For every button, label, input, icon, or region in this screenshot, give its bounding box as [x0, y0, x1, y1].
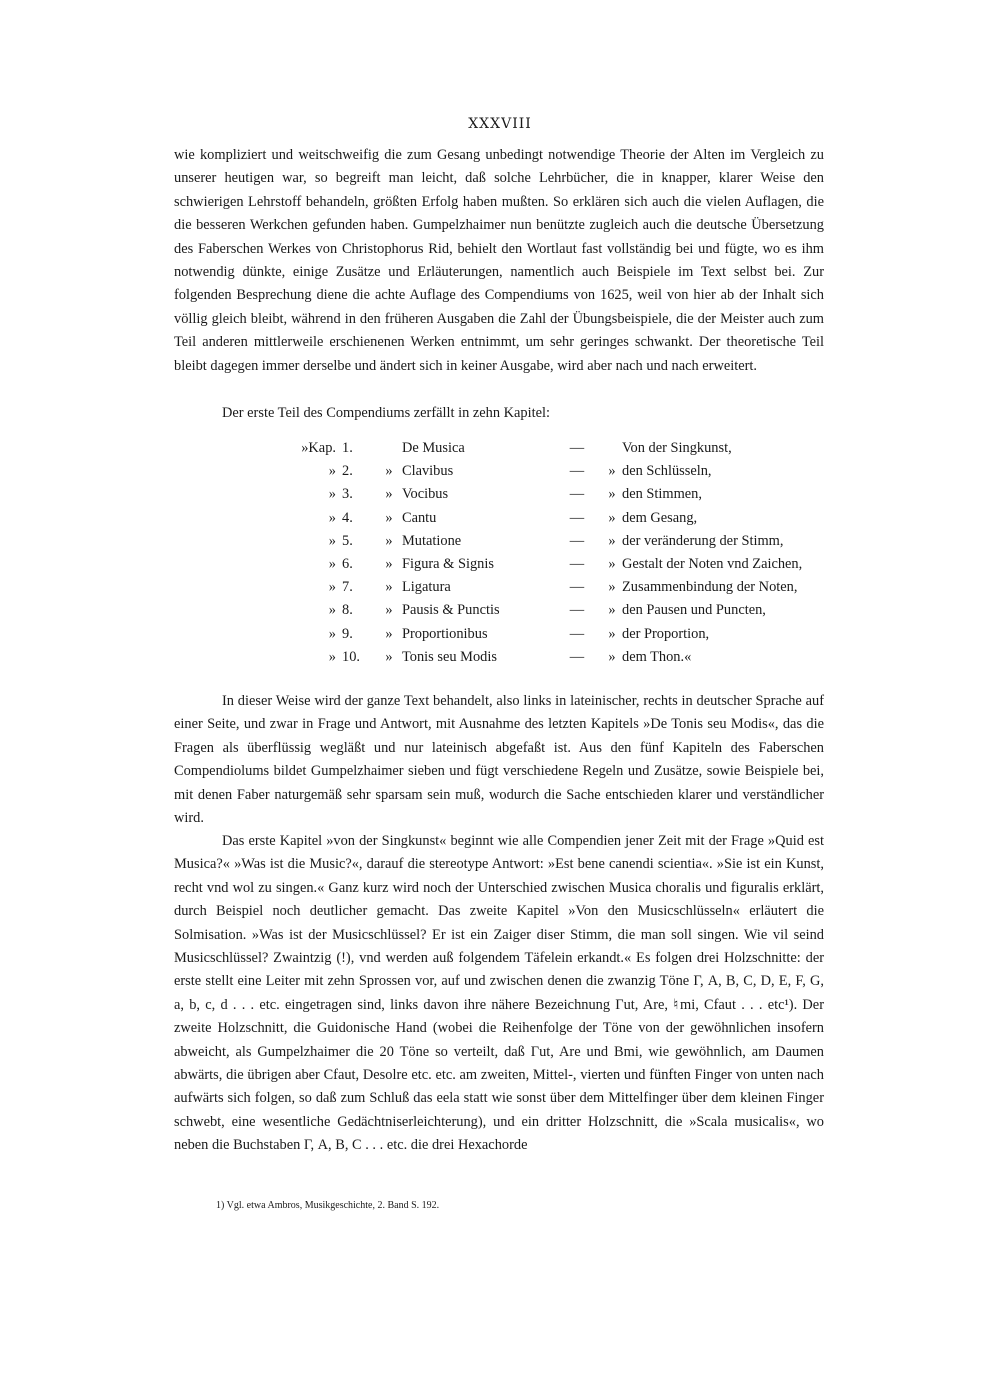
chapter-number: 8.: [342, 602, 353, 619]
chapter-latin-title: Proportionibus: [402, 625, 488, 642]
chapter-number: 5.: [342, 532, 353, 549]
separator-dash: —: [569, 555, 585, 572]
ditto-mark: [376, 440, 402, 463]
chapter-number: 4.: [342, 509, 353, 526]
chapter-row: [270, 556, 802, 579]
ditto-mark: »: [608, 532, 616, 549]
chapter-latin-title: Mutatione: [402, 532, 462, 549]
paragraph-4: Das erste Kapitel »von der Singkunst« beginnt wie alle Compendien jener Zeit mit der Frage »Quid est Musica?« »Was ist die Music?«, darauf die stereotype Antwort: »Est bene canendi scientia«. »Sie ist ein Kunst, recht vnd wol zu singen.« Ganz kurz wird noch der Unterschied zwischen Musica choralis und figuralis erklärt, durch Beispiel noch deutlicher gemacht. Das zweite Kapitel »Von den Musicschlüsseln« erläutert die Solmisation. »Was ist der Musicschlüssel? Er ist ein Zaiger diser Stimm, die man soll singen. Wie vil seind Musicschlüssel? Zwaintzig (!), vnd werden auß folgendem Täfelein erkandt.« Es folgen drei Holzschnitte: der erste stellt eine Leiter mit zehn Sprossen vor, auf und zwischen denen die zwanzig Töne Γ, A, B, C, D, E, F, G, a, b, c, d . . . etc. eingetragen sind, links davon ihre nähere Bezeichnung Γut, Are, ♮mi, Cfaut . . . etc¹). Der zweite Holzschnitt, die Guidonische Hand (wobei die Reihenfolge der Töne von der gewöhnlichen insofern abweicht, als Gumpelzhaimer die 20 Töne so verteilt, daß Γut, Are und Bmi, wie gewöhnlich, am Daumen abwärts, die übrigen aber Cfaut, Desolre etc. etc. am zweiten, Mittel-, vierten und fünften Finger von unten nach aufwärts sich folgen, so daß zum Schluß das eela statt wie sonst über dem Mittelfinger über dem kleinen Finger schwebt, eine wesentliche Gedächtniserleichterung), und ein dritter Holzschnitt, die »Scala musicalis«, wo neben die Buchstaben Γ, A, B, C . . . etc. die drei Hexachorde: [174, 833, 824, 1154]
ditto-mark: »: [385, 648, 393, 665]
chapter-number: 7.: [342, 579, 353, 596]
chapter-german-title: den Stimmen,: [622, 486, 702, 503]
paragraph-1: wie kompliziert und weitschweifig die zum Gesang unbedingt notwendige Theorie der Alten im Vergleich zu unserer heutigen war, so begreift man leicht, daß solche Lehrbücher, die in knapper, klarer Weise den schwierigen Lehrstoff behandeln, größten Erfolg haben mußten. So erklären sich auch die vielen Auflagen, die die besseren Werkchen gefunden haben. Gumpelzhaimer nun benützte zugleich auch die deutsche Übersetzung des Faberschen Werkes von Christophorus Rid, behielt den Wortlaut fast vollständig bei und fügte, wo es ihm notwendig dünkte, einige Zusätze und Erläuterungen, namentlich auch Beispiele im Text selbst bei. Zur folgenden Besprechung diene die achte Auflage des Compendiums von 1625, weil von hier ab der Inhalt sich völlig gleich bleibt, während in den früheren Ausgaben die Zahl der Übungsbeispiele, die der Meister auch zum Teil anderen mittlerweile erschienenen Werken entnimmt, um sehr geringes schwankt. Der theoretische Teil bleibt dagegen immer derselbe und ändert sich in keiner Ausgabe, wird aber nach und nach erweitert.: [174, 147, 824, 374]
chapter-latin-title: Clavibus: [402, 463, 454, 480]
chapter-latin-title: Tonis seu Modis: [402, 648, 497, 665]
ditto-mark: »: [608, 602, 616, 619]
chapter-german-title: den Schlüsseln,: [622, 463, 712, 480]
separator-dash: —: [569, 463, 585, 480]
chapter-prefix: »: [328, 486, 336, 503]
footnote: 1) Vgl. etwa Ambros, Musikgeschichte, 2. Band S. 192.: [216, 1200, 440, 1211]
chapter-prefix: »: [328, 602, 336, 619]
chapter-row: [270, 626, 802, 649]
ditto-mark: »: [385, 602, 393, 619]
chapter-latin-title: De Musica: [402, 440, 465, 456]
ditto-mark: »: [608, 509, 616, 526]
ditto-mark: »: [385, 486, 393, 503]
chapter-number: 6.: [342, 555, 353, 572]
chapter-row: [270, 649, 802, 672]
ditto-mark: »: [385, 509, 393, 526]
chapter-row: [270, 579, 802, 602]
paragraph-2: Der erste Teil des Compendiums zerfällt in zehn Kapitel:: [222, 405, 551, 421]
page-number: XXXVIII: [468, 116, 532, 132]
chapter-german-title: den Pausen und Puncten,: [622, 602, 766, 619]
chapter-german-title: der veränderung der Stimm,: [622, 532, 784, 549]
chapter-number: 9.: [342, 625, 353, 642]
chapter-latin-title: Cantu: [402, 509, 437, 526]
ditto-mark: »: [608, 463, 616, 480]
chapter-latin-title: Figura & Signis: [402, 555, 494, 572]
chapter-row: [270, 463, 802, 486]
chapter-german-title: der Proportion,: [622, 625, 710, 642]
chapter-row: [270, 440, 802, 463]
chapter-prefix: »: [328, 625, 336, 642]
chapter-number: 1.: [342, 440, 353, 456]
ditto-mark: »: [608, 555, 616, 572]
chapter-german-title: Gestalt der Noten vnd Zaichen,: [622, 555, 803, 572]
ditto-mark: »: [385, 555, 393, 572]
separator-dash: —: [569, 648, 585, 665]
chapter-row: [270, 602, 802, 625]
chapter-prefix: »: [328, 555, 336, 572]
chapter-number: 3.: [342, 486, 353, 503]
chapter-prefix: »: [328, 648, 336, 665]
ditto-mark: [602, 440, 622, 463]
chapter-number: 2.: [342, 463, 353, 480]
separator-dash: —: [569, 532, 585, 549]
chapter-latin-title: Pausis & Punctis: [402, 602, 500, 619]
ditto-mark: »: [608, 648, 616, 665]
ditto-mark: »: [608, 486, 616, 503]
paragraph-3: In dieser Weise wird der ganze Text behandelt, also links in lateinischer, rechts in deutscher Sprache auf einer Seite, und zwar in Frage und Antwort, mit Ausnahme des letzten Kapitels »De Tonis seu Modis«, das die Fragen als überflüssig wegläßt und nur lateinisch abgefaßt ist. Aus den fünf Kapiteln des Faberschen Compendiolums bildet Gumpelzhaimer sieben und fügt verschiedene Regeln und Zusätze, sowie Beispiele bei, mit denen Faber naturgemäß sehr sparsam sein muß, wodurch die Sache entschieden klarer und verständlicher wird.: [174, 693, 824, 827]
chapter-prefix: »: [328, 509, 336, 526]
ditto-mark: »: [608, 579, 616, 596]
chapter-list: [270, 440, 802, 672]
chapter-german-title: Zusammenbindung der Noten,: [622, 579, 798, 596]
chapter-row: [270, 486, 802, 509]
ditto-mark: »: [385, 625, 393, 642]
chapter-prefix: »: [328, 532, 336, 549]
chapter-german-title: Von der Singkunst,: [622, 440, 732, 456]
chapter-number: 10.: [342, 648, 360, 665]
separator-dash: —: [569, 602, 585, 619]
ditto-mark: »: [385, 532, 393, 549]
separator-dash: —: [569, 509, 585, 526]
chapter-prefix: »: [328, 579, 336, 596]
ditto-mark: »: [608, 625, 616, 642]
separator-dash: —: [569, 440, 585, 456]
separator-dash: —: [569, 486, 585, 503]
ditto-mark: »: [385, 579, 393, 596]
chapter-latin-title: Ligatura: [402, 579, 451, 596]
separator-dash: —: [569, 625, 585, 642]
chapter-german-title: dem Thon.«: [622, 648, 692, 665]
separator-dash: —: [569, 579, 585, 596]
chapter-row: [270, 533, 802, 556]
chapter-prefix: »Kap.: [301, 440, 336, 456]
chapter-row: [270, 510, 802, 533]
chapter-prefix: »: [328, 463, 336, 480]
chapter-german-title: dem Gesang,: [622, 509, 698, 526]
chapter-latin-title: Vocibus: [402, 486, 449, 503]
ditto-mark: »: [385, 463, 393, 480]
